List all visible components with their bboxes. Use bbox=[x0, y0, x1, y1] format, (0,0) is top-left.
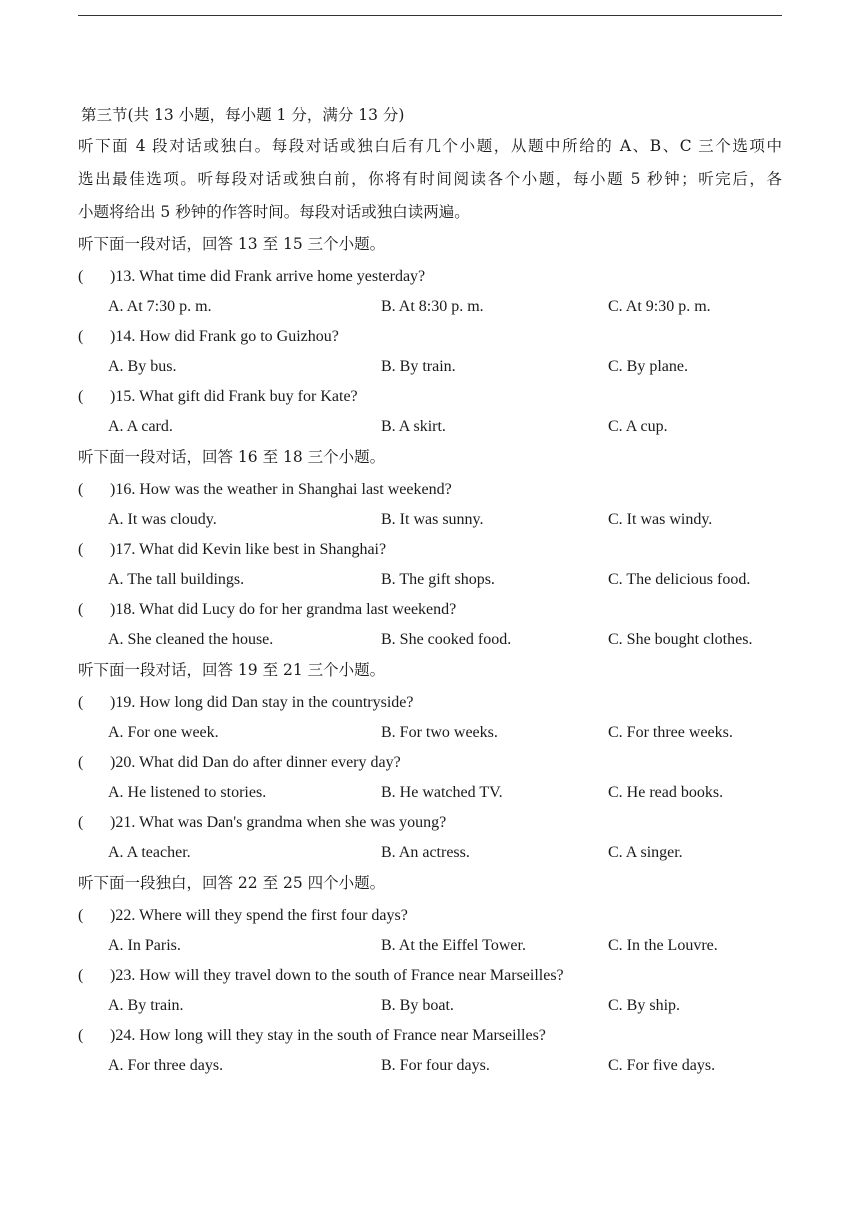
option-c: C. In the Louvre. bbox=[608, 937, 718, 954]
answer-blank[interactable]: ( bbox=[78, 328, 84, 345]
options-20 bbox=[78, 778, 782, 808]
option-a: A. A card. bbox=[108, 418, 173, 435]
instructions-line: 小题将给出 5 秒钟的作答时间。每段对话或独白读两遍。 bbox=[78, 203, 470, 221]
question-text: )15. What gift did Frank buy for Kate? bbox=[110, 388, 358, 405]
question-text: )19. How long did Dan stay in the countryside? bbox=[110, 694, 414, 711]
section-title: 第三节(共 13 小题，每小题 1 分，满分 13 分) bbox=[81, 106, 405, 124]
option-c: C. He read books. bbox=[608, 784, 724, 801]
question-16 bbox=[78, 475, 782, 505]
question-group bbox=[78, 442, 782, 655]
options-24 bbox=[78, 1051, 782, 1081]
option-c: C. By ship. bbox=[608, 997, 681, 1014]
options-19 bbox=[78, 718, 782, 748]
option-a: A. By bus. bbox=[108, 358, 177, 375]
option-a: A. For three days. bbox=[108, 1057, 224, 1074]
option-c: C. The delicious food. bbox=[608, 571, 751, 588]
question-14 bbox=[78, 322, 782, 352]
question-15 bbox=[78, 382, 782, 412]
option-a: A. She cleaned the house. bbox=[108, 631, 274, 648]
option-c: C. For three weeks. bbox=[608, 724, 733, 741]
options-17 bbox=[78, 565, 782, 595]
answer-blank[interactable]: ( bbox=[78, 814, 84, 831]
question-text: )22. Where will they spend the first four days? bbox=[110, 907, 408, 924]
option-b: B. It was sunny. bbox=[381, 511, 484, 528]
option-c: C. It was windy. bbox=[608, 511, 713, 528]
question-text: )18. What did Lucy do for her grandma last weekend? bbox=[110, 601, 457, 618]
instructions-line: 听下面 4 段对话或独白。每段对话或独白后有几个小题，从题中所给的 A、B、C 三个选项中 bbox=[78, 137, 782, 155]
answer-blank[interactable]: ( bbox=[78, 268, 84, 285]
question-group bbox=[78, 868, 782, 1081]
option-b: B. The gift shops. bbox=[381, 571, 495, 588]
option-a: A. For one week. bbox=[108, 724, 219, 741]
question-20 bbox=[78, 748, 782, 778]
answer-blank[interactable]: ( bbox=[78, 1027, 84, 1044]
answer-blank[interactable]: ( bbox=[78, 967, 84, 984]
question-text: )21. What was Dan's grandma when she was young? bbox=[110, 814, 447, 831]
answer-blank[interactable]: ( bbox=[78, 601, 84, 618]
question-21 bbox=[78, 808, 782, 838]
options-21 bbox=[78, 838, 782, 868]
question-17 bbox=[78, 535, 782, 565]
option-c: C. A singer. bbox=[608, 844, 683, 861]
question-text: )14. How did Frank go to Guizhou? bbox=[110, 328, 339, 345]
option-b: B. A skirt. bbox=[381, 418, 446, 435]
option-c: C. At 9:30 p. m. bbox=[608, 298, 711, 315]
option-b: B. For four days. bbox=[381, 1057, 490, 1074]
option-a: A. A teacher. bbox=[108, 844, 191, 861]
option-a: A. The tall buildings. bbox=[108, 571, 245, 588]
question-text: )24. How long will they stay in the south of France near Marseilles? bbox=[110, 1027, 546, 1044]
instructions bbox=[78, 130, 782, 229]
options-23 bbox=[78, 991, 782, 1021]
option-a: A. At 7:30 p. m. bbox=[108, 298, 212, 315]
options-14 bbox=[78, 352, 782, 382]
header-rule bbox=[78, 15, 782, 16]
option-b: B. By train. bbox=[381, 358, 456, 375]
option-c: C. She bought clothes. bbox=[608, 631, 753, 648]
question-group bbox=[78, 229, 782, 442]
option-b: B. She cooked food. bbox=[381, 631, 512, 648]
options-18 bbox=[78, 625, 782, 655]
options-16 bbox=[78, 505, 782, 535]
group-intro: 听下面一段对话，回答 13 至 15 三个小题。 bbox=[78, 235, 386, 253]
answer-blank[interactable]: ( bbox=[78, 481, 84, 498]
question-19 bbox=[78, 688, 782, 718]
answer-blank[interactable]: ( bbox=[78, 754, 84, 771]
question-text: )17. What did Kevin like best in Shanghai? bbox=[110, 541, 387, 558]
question-23 bbox=[78, 961, 782, 991]
answer-blank[interactable]: ( bbox=[78, 907, 84, 924]
exam-page bbox=[78, 100, 782, 1081]
options-13 bbox=[78, 292, 782, 322]
option-a: A. By train. bbox=[108, 997, 184, 1014]
question-13 bbox=[78, 262, 782, 292]
question-text: )20. What did Dan do after dinner every day? bbox=[110, 754, 401, 771]
option-a: A. In Paris. bbox=[108, 937, 181, 954]
option-b: B. By boat. bbox=[381, 997, 454, 1014]
option-b: B. An actress. bbox=[381, 844, 470, 861]
option-a: A. It was cloudy. bbox=[108, 511, 217, 528]
option-c: C. For five days. bbox=[608, 1057, 716, 1074]
question-text: )13. What time did Frank arrive home yesterday? bbox=[110, 268, 426, 285]
option-a: A. He listened to stories. bbox=[108, 784, 267, 801]
question-18 bbox=[78, 595, 782, 625]
question-text: )16. How was the weather in Shanghai last weekend? bbox=[110, 481, 452, 498]
answer-blank[interactable]: ( bbox=[78, 388, 84, 405]
question-24 bbox=[78, 1021, 782, 1051]
group-intro: 听下面一段对话，回答 16 至 18 三个小题。 bbox=[78, 448, 386, 466]
option-b: B. He watched TV. bbox=[381, 784, 503, 801]
question-group bbox=[78, 655, 782, 868]
option-b: B. For two weeks. bbox=[381, 724, 498, 741]
question-22 bbox=[78, 901, 782, 931]
group-intro: 听下面一段独白，回答 22 至 25 四个小题。 bbox=[78, 874, 386, 892]
group-intro: 听下面一段对话，回答 19 至 21 三个小题。 bbox=[78, 661, 386, 679]
option-c: C. A cup. bbox=[608, 418, 668, 435]
answer-blank[interactable]: ( bbox=[78, 694, 84, 711]
question-text: )23. How will they travel down to the south of France near Marseilles? bbox=[110, 967, 564, 984]
answer-blank[interactable]: ( bbox=[78, 541, 84, 558]
option-c: C. By plane. bbox=[608, 358, 688, 375]
option-b: B. At 8:30 p. m. bbox=[381, 298, 484, 315]
options-15 bbox=[78, 412, 782, 442]
instructions-line: 选出最佳选项。听每段对话或独白前，你将有时间阅读各个小题，每小题 5 秒钟；听完后，各 bbox=[78, 170, 782, 188]
option-b: B. At the Eiffel Tower. bbox=[381, 937, 526, 954]
options-22 bbox=[78, 931, 782, 961]
